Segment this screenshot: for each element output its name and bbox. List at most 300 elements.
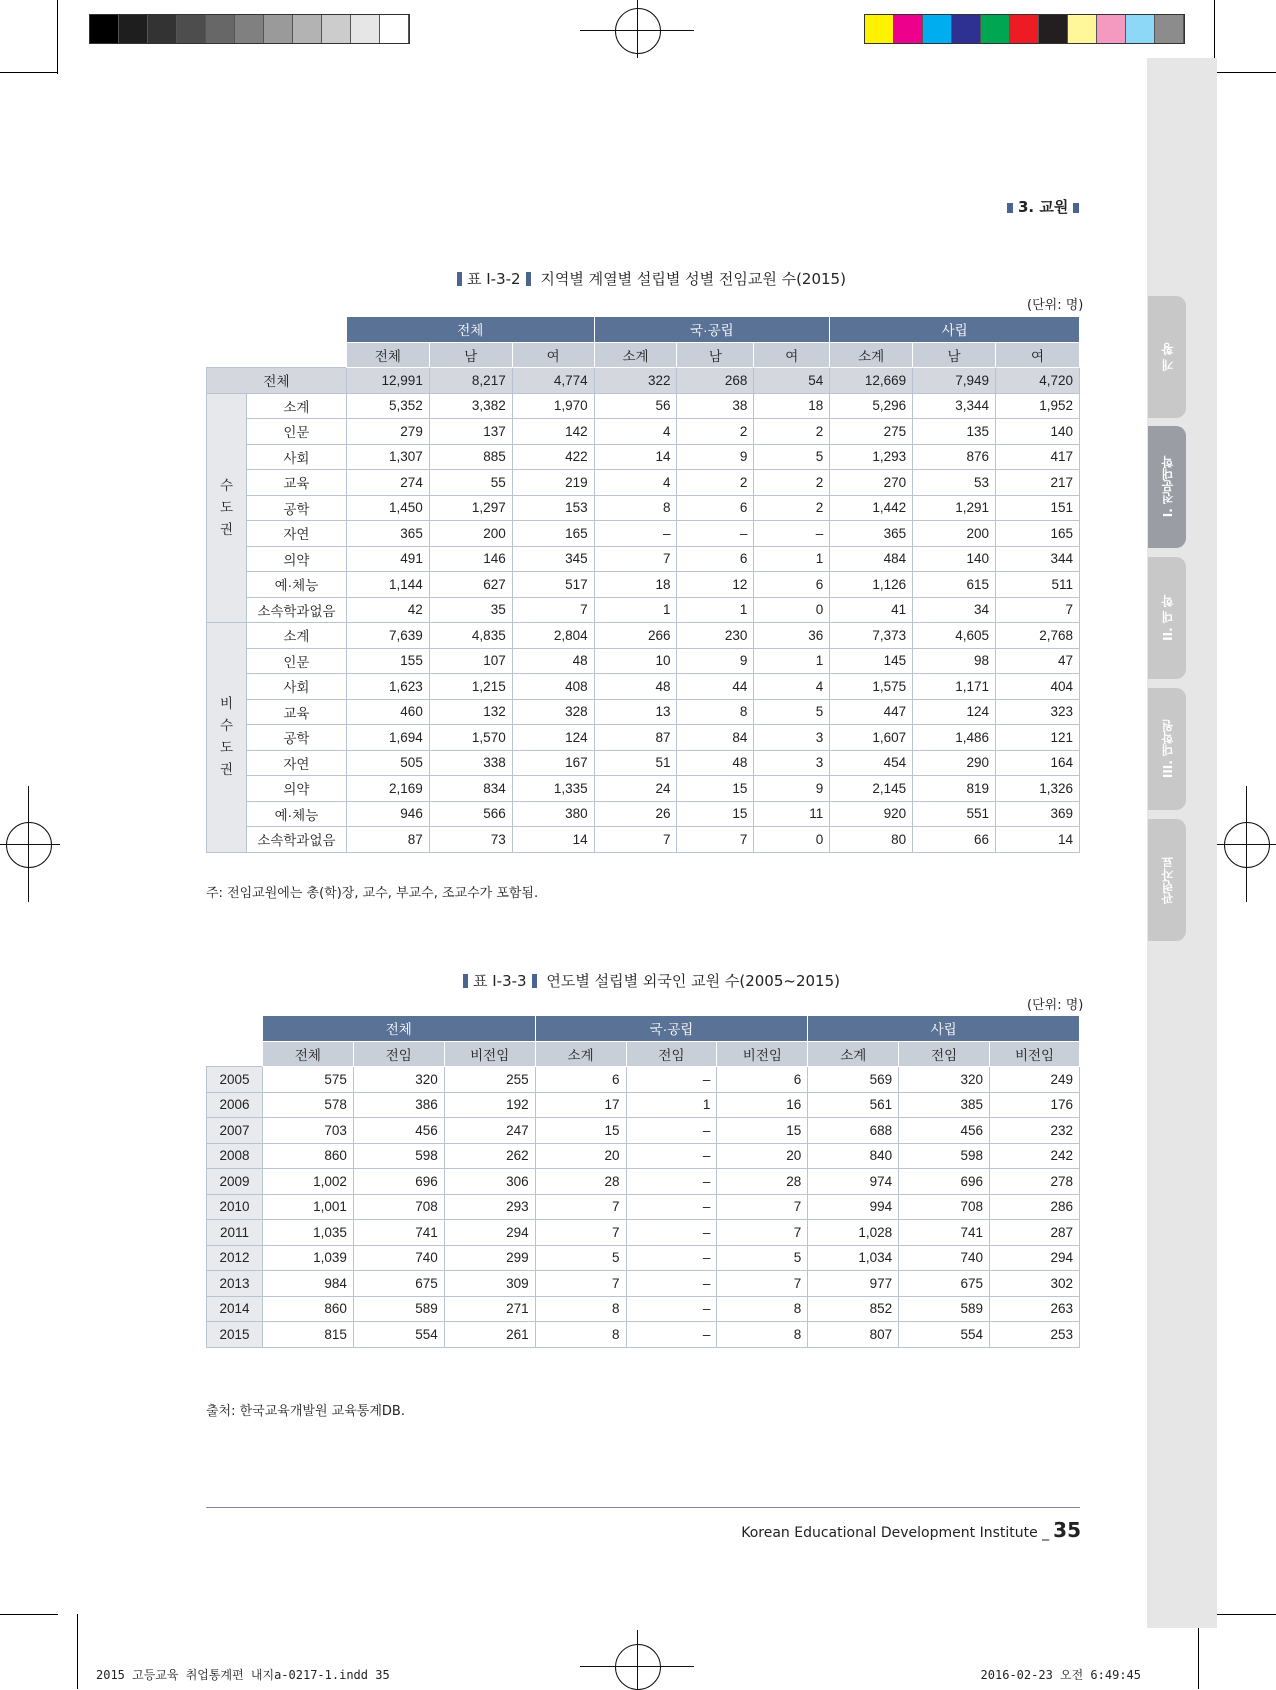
table-cell: 460 [346, 699, 429, 725]
table-cell: 740 [353, 1245, 444, 1271]
column-group-header: 전체 [346, 317, 594, 343]
color-swatch [177, 15, 206, 43]
table-cell: 4 [754, 674, 830, 700]
table-cell: 0 [754, 597, 830, 623]
table-cell: 12,669 [830, 368, 913, 394]
table-row [207, 1143, 1080, 1169]
table-cell: 7 [594, 546, 677, 572]
table-cell: 454 [830, 750, 913, 776]
region-label: 수 도 권 [207, 393, 247, 623]
table-row [207, 368, 1080, 394]
table-cell: 294 [444, 1220, 535, 1246]
column-subheader: 소계 [830, 342, 913, 368]
caption-bar-icon [457, 272, 462, 286]
table-cell: 6 [677, 495, 754, 521]
table-cell: 7 [717, 1271, 808, 1297]
square-bullet-icon [1073, 203, 1079, 213]
table-cell: 2 [754, 419, 830, 445]
table-cell: 322 [594, 368, 677, 394]
table-cell: 1,486 [913, 725, 996, 751]
table-cell: 8,217 [429, 368, 512, 394]
color-swatch [923, 15, 952, 43]
color-swatch [1126, 15, 1155, 43]
column-subheader: 전체 [346, 342, 429, 368]
table-cell: 17 [535, 1092, 626, 1118]
table-cell: 41 [830, 597, 913, 623]
table-cell: 266 [594, 623, 677, 649]
table-cell: 1,034 [808, 1245, 899, 1271]
year-label: 2011 [207, 1220, 263, 1246]
table-cell: 569 [808, 1067, 899, 1093]
table-cell: 422 [512, 444, 594, 470]
crop-mark [57, 0, 58, 74]
column-subheader: 비전임 [990, 1041, 1080, 1067]
table-cell: 1,575 [830, 674, 913, 700]
color-swatch [206, 15, 235, 43]
table-cell: 1,293 [830, 444, 913, 470]
table-cell: – [626, 1220, 717, 1246]
side-tab-label: 관련자료 [1160, 856, 1175, 904]
table-cell: 589 [899, 1296, 990, 1322]
table-cell: 140 [913, 546, 996, 572]
table-cell: 320 [899, 1067, 990, 1093]
table-cell: 167 [512, 750, 594, 776]
table-cell: 345 [512, 546, 594, 572]
table-cell: 0 [754, 827, 830, 853]
table-cell: 1,291 [913, 495, 996, 521]
table-cell: 309 [444, 1271, 535, 1297]
table-cell: 447 [830, 699, 913, 725]
table-cell: 7 [717, 1220, 808, 1246]
crop-mark [77, 1614, 78, 1689]
section-header [1002, 196, 1084, 217]
registration-mark [6, 822, 52, 868]
table-cell: 708 [899, 1194, 990, 1220]
table-cell: 566 [429, 801, 512, 827]
table-cell: 1,442 [830, 495, 913, 521]
table-cell: 8 [594, 495, 677, 521]
column-subheader: 전체 [262, 1041, 353, 1067]
table-cell: – [626, 1194, 717, 1220]
table-cell: 5 [717, 1245, 808, 1271]
table-row [207, 1169, 1080, 1195]
square-bullet-icon [1007, 203, 1013, 213]
table-row [207, 470, 1080, 496]
table-cell: 1,335 [512, 776, 594, 802]
table-cell: 675 [353, 1271, 444, 1297]
table-cell: 627 [429, 572, 512, 598]
table-cell: 306 [444, 1169, 535, 1195]
table-cell: 344 [996, 546, 1080, 572]
table-cell: 860 [262, 1296, 353, 1322]
table-cell: 165 [996, 521, 1080, 547]
row-label: 소계 [246, 393, 346, 419]
table-cell: 1,623 [346, 674, 429, 700]
table-cell: 1,215 [429, 674, 512, 700]
table-row [207, 1271, 1080, 1297]
row-label: 자연 [246, 750, 346, 776]
table-cell: 14 [594, 444, 677, 470]
side-tab-label: I. 전문대학 [1160, 456, 1175, 518]
table-cell: 7 [535, 1220, 626, 1246]
table-cell: 164 [996, 750, 1080, 776]
table1-title: 지역별 계열별 설립별 성별 전임교원 수(2015) [540, 270, 846, 288]
table-cell: 675 [899, 1271, 990, 1297]
table-cell: 1,450 [346, 495, 429, 521]
table2-number: 표 Ⅰ-3-3 [473, 972, 527, 990]
table-cell: 5 [754, 699, 830, 725]
column-group-header: 사립 [830, 317, 1080, 343]
table-cell: 6 [754, 572, 830, 598]
table-cell: 124 [512, 725, 594, 751]
table-cell: 13 [594, 699, 677, 725]
color-swatch [1097, 15, 1126, 43]
table-row [207, 1194, 1080, 1220]
table-cell: 53 [913, 470, 996, 496]
table-cell: – [626, 1296, 717, 1322]
table-cell: 1,035 [262, 1220, 353, 1246]
table-cell: 192 [444, 1092, 535, 1118]
column-subheader: 여 [754, 342, 830, 368]
table-row [207, 495, 1080, 521]
color-swatch [148, 15, 177, 43]
table-cell: 2,804 [512, 623, 594, 649]
row-label: 사회 [246, 444, 346, 470]
table-cell: 1 [754, 648, 830, 674]
table-cell: 14 [996, 827, 1080, 853]
table-cell: 279 [346, 419, 429, 445]
table-cell: 9 [677, 444, 754, 470]
table-cell: 385 [899, 1092, 990, 1118]
table-cell: 1,694 [346, 725, 429, 751]
table-cell: – [626, 1245, 717, 1271]
table-cell: 5,352 [346, 393, 429, 419]
table-cell: 42 [346, 597, 429, 623]
table1-number: 표 Ⅰ-3-2 [467, 270, 521, 288]
column-subheader: 전임 [353, 1041, 444, 1067]
table-cell: 320 [353, 1067, 444, 1093]
column-subheader: 여 [996, 342, 1080, 368]
table2-source: 출처: 한국교육개발원 교육통계DB. [206, 1404, 405, 1419]
table-cell: 551 [913, 801, 996, 827]
table-cell: 807 [808, 1322, 899, 1348]
table-cell: 561 [808, 1092, 899, 1118]
table-cell: 287 [990, 1220, 1080, 1246]
table-cell: 1 [626, 1092, 717, 1118]
faculty-by-region-table [206, 316, 1080, 853]
table-cell: 5 [535, 1245, 626, 1271]
table-cell: 121 [996, 725, 1080, 751]
table-cell: 598 [353, 1143, 444, 1169]
table1-unit: (단위: 명) [1027, 298, 1084, 313]
header-blank-cell [207, 1016, 263, 1067]
table-cell: 615 [913, 572, 996, 598]
table-cell: 12,991 [346, 368, 429, 394]
registration-line [637, 1630, 638, 1689]
table-cell: 20 [717, 1143, 808, 1169]
year-label: 2012 [207, 1245, 263, 1271]
table-cell: 247 [444, 1118, 535, 1144]
table-cell: – [626, 1322, 717, 1348]
table-cell: 703 [262, 1118, 353, 1144]
side-tab-overview[interactable] [1148, 296, 1186, 418]
table-cell: 491 [346, 546, 429, 572]
table-cell: 7 [717, 1194, 808, 1220]
table-cell: 1,570 [429, 725, 512, 751]
table-row [207, 419, 1080, 445]
table-cell: 2 [754, 470, 830, 496]
table-cell: 36 [754, 623, 830, 649]
row-label: 소속학과없음 [246, 597, 346, 623]
year-label: 2007 [207, 1118, 263, 1144]
column-subheader: 소계 [808, 1041, 899, 1067]
table-row [207, 444, 1080, 470]
table-cell: 575 [262, 1067, 353, 1093]
table-cell: 7 [677, 827, 754, 853]
table-cell: 2 [677, 419, 754, 445]
table-cell: 8 [717, 1296, 808, 1322]
table-cell: 84 [677, 725, 754, 751]
table-cell: 151 [996, 495, 1080, 521]
table-cell: 38 [677, 393, 754, 419]
column-subheader: 소계 [535, 1041, 626, 1067]
table-cell: 275 [830, 419, 913, 445]
page-footer [741, 1518, 1081, 1542]
region-label: 비 수 도 권 [207, 623, 247, 853]
table-cell: 1,001 [262, 1194, 353, 1220]
row-label: 소계 [246, 623, 346, 649]
table-cell: 24 [594, 776, 677, 802]
table-cell: 35 [429, 597, 512, 623]
table-row [207, 1092, 1080, 1118]
column-group-header: 국·공립 [535, 1016, 808, 1042]
table-cell: 380 [512, 801, 594, 827]
year-label: 2010 [207, 1194, 263, 1220]
header-blank-cell [207, 317, 347, 368]
color-swatch [865, 15, 894, 43]
row-label: 공학 [246, 495, 346, 521]
table-cell: 6 [677, 546, 754, 572]
table-cell: 54 [754, 368, 830, 394]
column-subheader: 전임 [626, 1041, 717, 1067]
table-row [207, 1067, 1080, 1093]
table-cell: 261 [444, 1322, 535, 1348]
table-cell: 1,297 [429, 495, 512, 521]
table-cell: 1,326 [996, 776, 1080, 802]
table-cell: 140 [996, 419, 1080, 445]
table-row [207, 699, 1080, 725]
table-cell: 7 [512, 597, 594, 623]
year-label: 2015 [207, 1322, 263, 1348]
table-cell: 294 [990, 1245, 1080, 1271]
table-cell: 8 [677, 699, 754, 725]
table-cell: 852 [808, 1296, 899, 1322]
side-tab-label: II. 대 학 [1160, 595, 1175, 641]
side-tab-university[interactable] [1148, 557, 1186, 679]
table-cell: 7 [996, 597, 1080, 623]
table-cell: 8 [535, 1322, 626, 1348]
color-swatch [90, 15, 119, 43]
table1-note: 주: 전임교원에는 총(학)장, 교수, 부교수, 조교수가 포함됨. [206, 886, 539, 901]
table-cell: 365 [830, 521, 913, 547]
side-tab-graduate-school[interactable] [1148, 688, 1186, 810]
table-cell: 107 [429, 648, 512, 674]
row-label: 공학 [246, 725, 346, 751]
table-cell: 977 [808, 1271, 899, 1297]
column-subheader: 소계 [594, 342, 677, 368]
page-number: 35 [1053, 1518, 1081, 1542]
table-cell: 270 [830, 470, 913, 496]
side-tab-label: 개 황 [1160, 342, 1175, 372]
table-cell: 263 [990, 1296, 1080, 1322]
caption-bar-icon [532, 974, 537, 988]
table-cell: 7 [535, 1194, 626, 1220]
crop-mark [0, 72, 58, 73]
row-label: 인문 [246, 419, 346, 445]
table-cell: 5 [754, 444, 830, 470]
table-cell: 1,039 [262, 1245, 353, 1271]
row-label: 예·체능 [246, 801, 346, 827]
color-swatch [894, 15, 923, 43]
table-cell: 200 [913, 521, 996, 547]
table-cell: 505 [346, 750, 429, 776]
table-cell: 834 [429, 776, 512, 802]
table-row [207, 674, 1080, 700]
table-cell: 28 [535, 1169, 626, 1195]
table-cell: 408 [512, 674, 594, 700]
table-cell: 517 [512, 572, 594, 598]
table-cell: – [754, 521, 830, 547]
color-swatch-strip [864, 14, 1185, 44]
side-tab-label: III. 대학원 [1160, 719, 1175, 779]
table-cell: 3 [754, 750, 830, 776]
table-cell: 200 [429, 521, 512, 547]
table-row [207, 1322, 1080, 1348]
table-cell: 8 [717, 1322, 808, 1348]
year-label: 2014 [207, 1296, 263, 1322]
table-row [207, 546, 1080, 572]
table-cell: 2,768 [996, 623, 1080, 649]
table-cell: 1,970 [512, 393, 594, 419]
table-cell: 1,144 [346, 572, 429, 598]
table-cell: 14 [512, 827, 594, 853]
table-cell: 142 [512, 419, 594, 445]
registration-line [28, 786, 29, 902]
side-tab-junior-college[interactable] [1148, 426, 1186, 548]
table-cell: 984 [262, 1271, 353, 1297]
section-title: 3. 교원 [1018, 198, 1069, 216]
table-cell: 34 [913, 597, 996, 623]
table-row [207, 1245, 1080, 1271]
table-cell: 4,835 [429, 623, 512, 649]
table-cell: 232 [990, 1118, 1080, 1144]
table-cell: 11 [754, 801, 830, 827]
table-cell: 7 [594, 827, 677, 853]
table-cell: 7,639 [346, 623, 429, 649]
row-label: 교육 [246, 470, 346, 496]
table-cell: 741 [899, 1220, 990, 1246]
table-cell: 696 [899, 1169, 990, 1195]
caption-bar-icon [526, 272, 531, 286]
slug-file-name: 2015 고등교육 취업통계편 내지a-0217-1.indd 35 [96, 1668, 390, 1682]
year-label: 2006 [207, 1092, 263, 1118]
table-cell: – [626, 1067, 717, 1093]
table-cell: 80 [830, 827, 913, 853]
table-cell: 885 [429, 444, 512, 470]
publisher-name: Korean Educational Development Institute _ [741, 1525, 1050, 1541]
table-cell: 740 [899, 1245, 990, 1271]
table2-caption [458, 970, 840, 991]
table-cell: 840 [808, 1143, 899, 1169]
column-group-header: 사립 [808, 1016, 1080, 1042]
foreign-faculty-by-year-table [206, 1015, 1080, 1348]
table-cell: – [626, 1169, 717, 1195]
column-subheader: 남 [677, 342, 754, 368]
year-label: 2013 [207, 1271, 263, 1297]
table-cell: 1,002 [262, 1169, 353, 1195]
table-cell: 48 [512, 648, 594, 674]
table-cell: 165 [512, 521, 594, 547]
table-cell: 598 [899, 1143, 990, 1169]
registration-mark [615, 1644, 661, 1690]
year-label: 2008 [207, 1143, 263, 1169]
table-cell: 9 [754, 776, 830, 802]
registration-line [1214, 844, 1276, 845]
table-cell: 146 [429, 546, 512, 572]
table-cell: 456 [899, 1118, 990, 1144]
table-cell: 51 [594, 750, 677, 776]
table-cell: 2 [677, 470, 754, 496]
table-row [207, 1296, 1080, 1322]
table-cell: 3 [754, 725, 830, 751]
table-cell: 578 [262, 1092, 353, 1118]
table-cell: 271 [444, 1296, 535, 1322]
table-cell: 1 [754, 546, 830, 572]
table-cell: 7,949 [913, 368, 996, 394]
table-cell: 589 [353, 1296, 444, 1322]
table-cell: – [626, 1271, 717, 1297]
table-cell: 4 [594, 419, 677, 445]
table-cell: 253 [990, 1322, 1080, 1348]
table-cell: 338 [429, 750, 512, 776]
table-cell: 456 [353, 1118, 444, 1144]
table-cell: 1,307 [346, 444, 429, 470]
table-cell: 554 [899, 1322, 990, 1348]
table-cell: 153 [512, 495, 594, 521]
table-row [207, 572, 1080, 598]
table1-caption [452, 268, 846, 289]
table-cell: 12 [677, 572, 754, 598]
side-tab-references[interactable] [1148, 819, 1186, 941]
table-cell: – [594, 521, 677, 547]
table-cell: 274 [346, 470, 429, 496]
table-cell: 994 [808, 1194, 899, 1220]
registration-mark [615, 8, 661, 54]
table-cell: 176 [990, 1092, 1080, 1118]
table-cell: 48 [594, 674, 677, 700]
color-swatch [1039, 15, 1068, 43]
color-swatch [981, 15, 1010, 43]
table-cell: 219 [512, 470, 594, 496]
table-cell: 28 [717, 1169, 808, 1195]
table-cell: 56 [594, 393, 677, 419]
table-cell: 132 [429, 699, 512, 725]
table-cell: 5,296 [830, 393, 913, 419]
table-cell: 135 [913, 419, 996, 445]
table-cell: 1,126 [830, 572, 913, 598]
table-cell: 16 [717, 1092, 808, 1118]
row-label: 의약 [246, 546, 346, 572]
